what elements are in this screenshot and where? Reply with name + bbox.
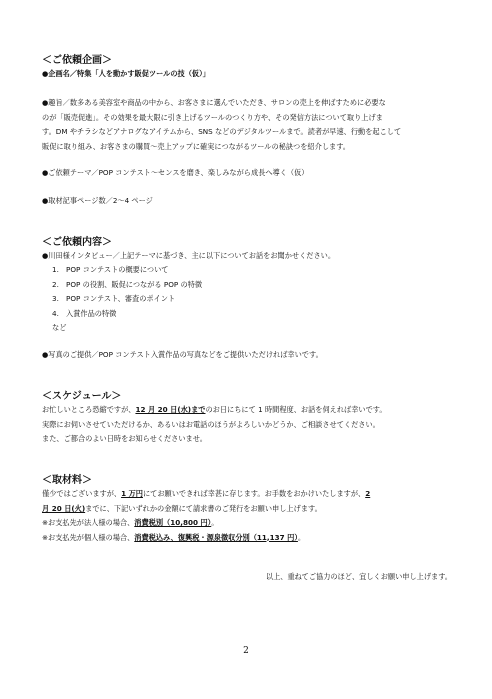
schedule-heading: ＜スケジュール＞ bbox=[42, 391, 122, 402]
schedule-line: また、ご都合のよい日時をお知らせくださいませ。 bbox=[42, 434, 207, 443]
individual-fee: 消費税込み、復興税・源泉徴収分別（11,137 円） bbox=[134, 532, 298, 542]
corporate-fee: 消費税別（10,800 円） bbox=[134, 518, 212, 527]
purpose-line: ●趣旨／数多ある美容室や商品の中から、お客さまに選んでいただき、サロンの売上を伸ばすために必要な bbox=[42, 98, 386, 107]
request-content-heading: ＜ご依頼内容＞ bbox=[42, 237, 112, 248]
fee-line bbox=[42, 487, 452, 502]
closing-text: 以上、重ねてご協力のほど、宜しくお願い申し上げます。 bbox=[265, 572, 452, 581]
request-plan-heading: ＜ご依頼企画＞ bbox=[42, 55, 112, 66]
schedule-deadline: 12 月 20 日(水)まで bbox=[135, 405, 206, 414]
fee-text: までに、下記いずれかの金額にて請求書のご発行をお願い申し上げます。 bbox=[85, 503, 322, 513]
invoice-deadline: 月 20 日(火) bbox=[42, 503, 86, 513]
page-number: 2 bbox=[243, 646, 249, 656]
schedule-line: 実際にお伺いさせていただけるか、あるいはお電話のほうがよろしいかどうか、ご相談させてください。 bbox=[42, 419, 380, 429]
fee-line bbox=[42, 516, 452, 531]
list-item: 4. 入賞作品の特徴 bbox=[52, 308, 117, 318]
fee-section bbox=[42, 474, 452, 545]
list-etc: など bbox=[52, 323, 67, 332]
pages-line-wrap bbox=[42, 194, 452, 209]
purpose-line: のが「販売促進」。その効果を最大限に引き上げるツールのつくり方や、その発信方法について取り上げま bbox=[42, 112, 383, 122]
theme-line-wrap bbox=[42, 166, 452, 181]
schedule-text: お忙しいところ恐縮ですが、 bbox=[42, 405, 136, 414]
fee-text: 。 bbox=[211, 518, 219, 527]
invoice-deadline-start: 2 bbox=[365, 489, 371, 498]
request-theme: ●ご依頼テーマ／POP コンテスト～センスを磨き、楽しみながら成長へ導く（仮） bbox=[42, 168, 309, 177]
fee-text: 僅少ではございますが、 bbox=[42, 489, 122, 498]
list-item: 2. POP の役割、販促につながる POP の特徴 bbox=[52, 279, 203, 289]
fee-text: ※お支払先が個人様の場合、 bbox=[42, 532, 135, 542]
fee-line bbox=[42, 531, 452, 546]
interview-intro: ●川田様インタビュー／上記テーマに基づき、主に以下についてお話をお聞かせください。 bbox=[42, 251, 336, 260]
fee-amount: 1 万円 bbox=[121, 489, 143, 498]
photo-request: ●写真のご提供／POP コンテスト入賞作品の写真などをご提供いただければ幸いです。 bbox=[42, 350, 323, 359]
purpose-line: 販促に取り組み、お客さまの購買～売上アップに確実につながるツールの秘訣つを紹介します。 bbox=[42, 141, 350, 151]
schedule-section bbox=[42, 390, 452, 447]
photo-line-wrap bbox=[42, 348, 452, 363]
fee-text: にてお願いできれば幸甚に存じます。お手数をおかけいたしますが、 bbox=[142, 489, 366, 498]
plan-title: ●企画名／特集「人を動かす販促ツールの技（仮）」 bbox=[42, 69, 210, 78]
list-item: 1. POP コンテストの概要について bbox=[52, 265, 169, 274]
fee-line bbox=[42, 502, 452, 517]
closing-wrap bbox=[42, 570, 452, 585]
interview-topics-list bbox=[42, 263, 452, 336]
fee-text: ※お支払先が法人様の場合、 bbox=[42, 518, 135, 527]
fee-heading: ＜取材料＞ bbox=[42, 475, 92, 486]
request-plan-section bbox=[42, 54, 452, 80]
schedule-text: のお日にちにて 1 時間程度、お話を伺えれば幸いです。 bbox=[205, 405, 387, 414]
purpose-line: す。DM やチラシなどアナログなアイテムから、SNS などのデジタルツールまで。読者が早速、行動を起こして bbox=[42, 127, 402, 136]
list-item: 3. POP コンテスト、審査のポイント bbox=[52, 294, 176, 303]
purpose-paragraph bbox=[42, 96, 452, 154]
fee-text: 。 bbox=[297, 532, 306, 542]
article-page-count: ●取材記事ページ数／2～4 ページ bbox=[42, 196, 153, 205]
request-content-section bbox=[42, 236, 452, 262]
schedule-line bbox=[42, 403, 452, 418]
